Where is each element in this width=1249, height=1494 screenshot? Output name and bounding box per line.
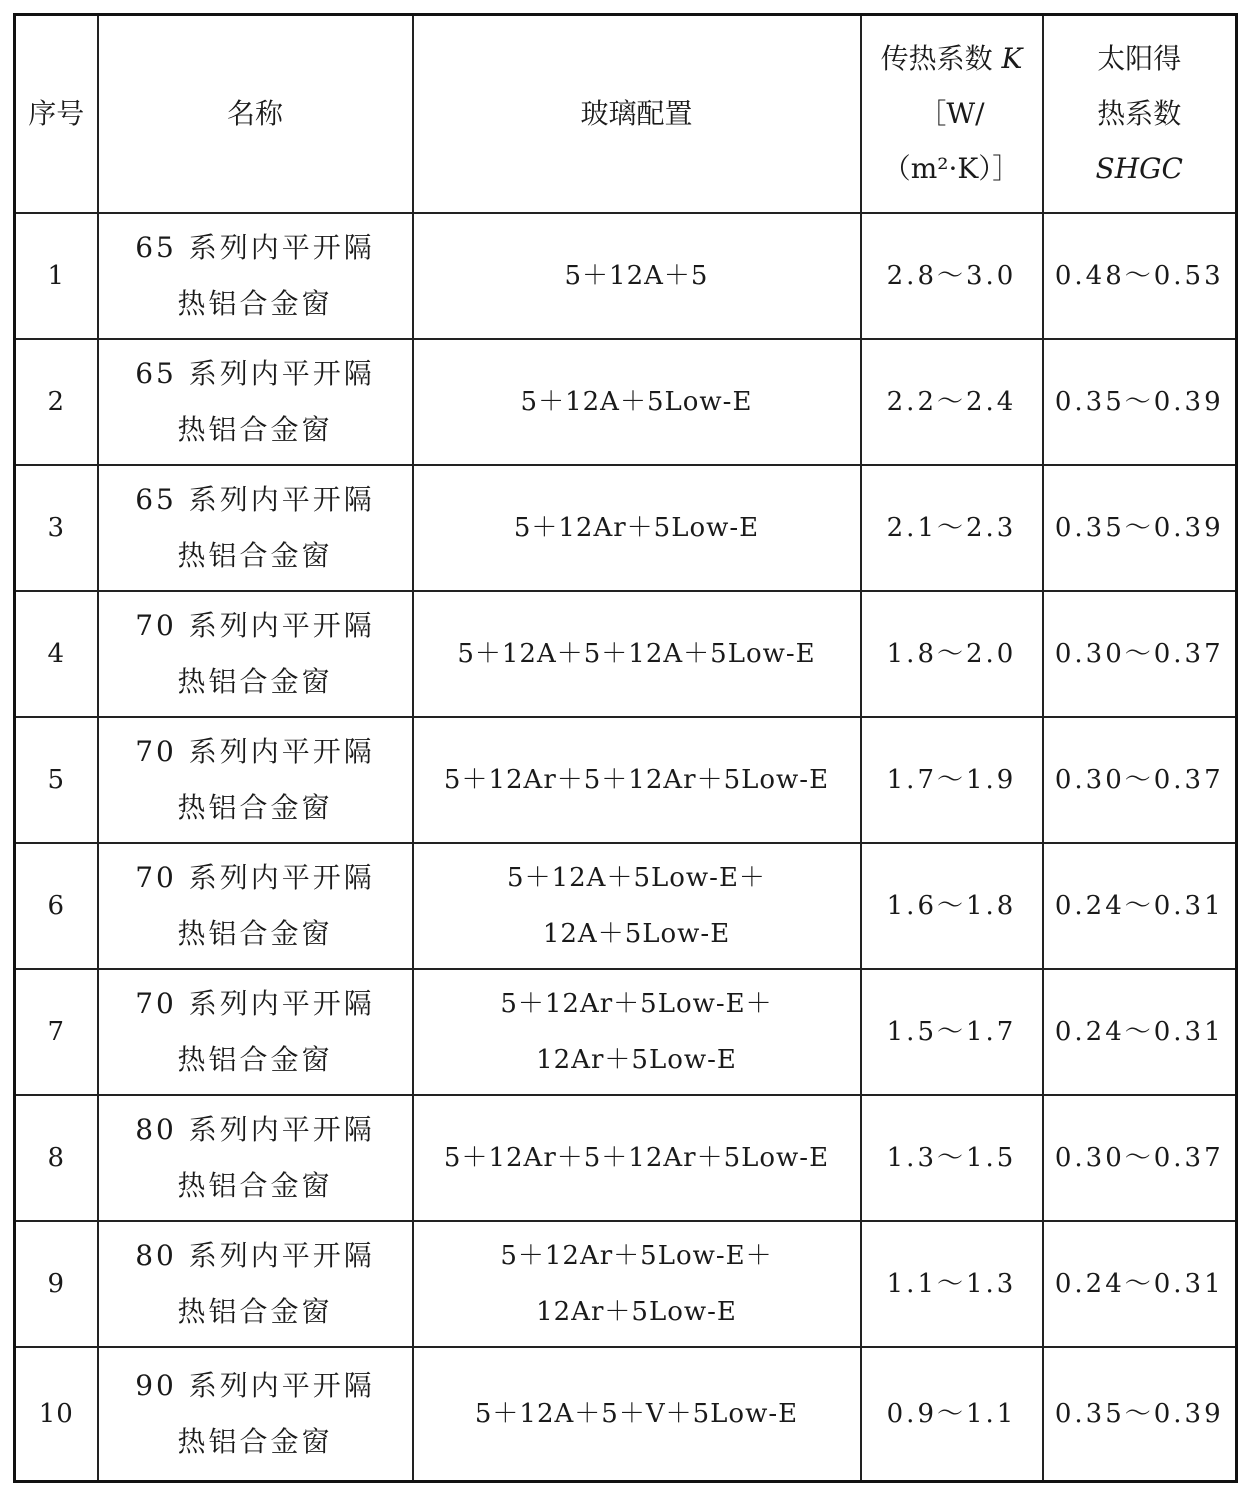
shgc-cell-line: 0.48～0.53 xyxy=(1054,260,1224,291)
k-cell-line: 1.3～1.5 xyxy=(886,1142,1017,1173)
k-cell xyxy=(861,213,1043,339)
header-shgc-line3: SHGC xyxy=(1095,152,1183,186)
k-cell xyxy=(861,339,1043,465)
table-header-row xyxy=(15,15,1237,213)
name-cell-line: 70 系列内平开隔 xyxy=(135,608,375,642)
window-spec-table xyxy=(13,13,1238,1483)
glass-cell xyxy=(413,591,861,717)
shgc-cell-line: 0.35～0.39 xyxy=(1054,512,1224,543)
seq-cell-line: 3 xyxy=(47,512,66,543)
header-k-symbol: K xyxy=(1001,42,1023,76)
glass-cell xyxy=(413,339,861,465)
shgc-cell xyxy=(1043,339,1237,465)
name-cell-line: 65 系列内平开隔 xyxy=(135,356,375,390)
shgc-cell xyxy=(1043,717,1237,843)
table-row xyxy=(15,1347,1237,1482)
header-k-line1: 传热系数 xyxy=(880,42,1002,76)
name-cell xyxy=(98,1221,413,1347)
k-cell xyxy=(861,969,1043,1095)
name-cell-line: 热铝合金窗 xyxy=(177,412,333,446)
shgc-cell-line: 0.24～0.31 xyxy=(1054,1268,1224,1299)
k-cell-line: 0.9～1.1 xyxy=(886,1398,1017,1429)
seq-cell xyxy=(15,717,98,843)
seq-cell xyxy=(15,1095,98,1221)
header-seq: 序号 xyxy=(15,15,98,213)
glass-cell-line: 5＋12A＋5＋V＋5Low-E xyxy=(474,1398,799,1429)
name-cell-line: 70 系列内平开隔 xyxy=(135,734,375,768)
seq-cell-line: 1 xyxy=(47,260,66,291)
name-cell-line: 90 系列内平开隔 xyxy=(135,1368,375,1402)
glass-cell-line: 5＋12A＋5Low-E＋ xyxy=(507,862,766,893)
shgc-cell-line: 0.35～0.39 xyxy=(1054,1398,1224,1429)
shgc-cell xyxy=(1043,591,1237,717)
name-cell-line: 65 系列内平开隔 xyxy=(135,230,375,264)
name-cell xyxy=(98,1095,413,1221)
seq-cell xyxy=(15,213,98,339)
glass-cell-line: 5＋12Ar＋5Low-E＋ xyxy=(500,1240,773,1271)
seq-cell xyxy=(15,465,98,591)
header-glass: 玻璃配置 xyxy=(413,15,861,213)
header-k-line3: （m²·K）］ xyxy=(882,152,1021,186)
k-cell xyxy=(861,717,1043,843)
glass-cell-line: 5＋12Ar＋5Low-E＋ xyxy=(500,988,773,1019)
glass-cell-line: 5＋12Ar＋5＋12Ar＋5Low-E xyxy=(443,1142,830,1173)
name-cell xyxy=(98,591,413,717)
name-cell-line: 80 系列内平开隔 xyxy=(135,1112,375,1146)
seq-cell-line: 2 xyxy=(47,386,66,417)
glass-cell-line: 5＋12A＋5Low-E xyxy=(520,386,753,417)
seq-cell-line: 6 xyxy=(47,890,66,921)
glass-cell xyxy=(413,969,861,1095)
name-cell-line: 热铝合金窗 xyxy=(177,1042,333,1076)
name-cell-line: 热铝合金窗 xyxy=(177,664,333,698)
seq-cell-line: 8 xyxy=(47,1142,66,1173)
name-cell-line: 热铝合金窗 xyxy=(177,790,333,824)
name-cell-line: 80 系列内平开隔 xyxy=(135,1238,375,1272)
k-cell xyxy=(861,465,1043,591)
shgc-cell xyxy=(1043,213,1237,339)
seq-cell xyxy=(15,843,98,969)
glass-cell-line: 5＋12A＋5 xyxy=(564,260,709,291)
name-cell xyxy=(98,1347,413,1482)
k-cell xyxy=(861,843,1043,969)
glass-cell-line: 12A＋5Low-E xyxy=(542,918,731,949)
name-cell xyxy=(98,465,413,591)
k-cell-line: 1.7～1.9 xyxy=(886,764,1017,795)
table-row xyxy=(15,717,1237,843)
glass-cell-line: 5＋12Ar＋5Low-E xyxy=(513,512,760,543)
k-cell-line: 1.1～1.3 xyxy=(886,1268,1017,1299)
glass-cell-line: 5＋12A＋5＋12A＋5Low-E xyxy=(457,638,816,669)
seq-cell-line: 4 xyxy=(47,638,66,669)
k-cell-line: 2.2～2.4 xyxy=(886,386,1017,417)
glass-cell-line: 5＋12Ar＋5＋12Ar＋5Low-E xyxy=(443,764,830,795)
shgc-cell-line: 0.24～0.31 xyxy=(1054,890,1224,921)
name-cell-line: 热铝合金窗 xyxy=(177,1424,333,1458)
shgc-cell xyxy=(1043,843,1237,969)
name-cell-line: 65 系列内平开隔 xyxy=(135,482,375,516)
k-cell-line: 1.8～2.0 xyxy=(886,638,1017,669)
table-row xyxy=(15,1221,1237,1347)
table-row xyxy=(15,843,1237,969)
name-cell-line: 热铝合金窗 xyxy=(177,286,333,320)
glass-cell xyxy=(413,843,861,969)
k-cell-line: 1.6～1.8 xyxy=(886,890,1017,921)
name-cell xyxy=(98,969,413,1095)
shgc-cell-line: 0.24～0.31 xyxy=(1054,1016,1224,1047)
seq-cell xyxy=(15,1347,98,1482)
shgc-cell-line: 0.30～0.37 xyxy=(1054,638,1224,669)
name-cell xyxy=(98,843,413,969)
glass-cell xyxy=(413,213,861,339)
table-row xyxy=(15,591,1237,717)
name-cell-line: 热铝合金窗 xyxy=(177,916,333,950)
shgc-cell xyxy=(1043,1347,1237,1482)
header-shgc-line1: 太阳得 xyxy=(1097,42,1182,76)
glass-cell xyxy=(413,1095,861,1221)
name-cell xyxy=(98,213,413,339)
header-k xyxy=(861,15,1043,213)
name-cell-line: 70 系列内平开隔 xyxy=(135,860,375,894)
shgc-cell-line: 0.35～0.39 xyxy=(1054,386,1224,417)
header-k-line2: ［W/ xyxy=(918,97,985,131)
seq-cell xyxy=(15,591,98,717)
shgc-cell xyxy=(1043,1221,1237,1347)
shgc-cell xyxy=(1043,969,1237,1095)
k-cell-line: 2.1～2.3 xyxy=(886,512,1017,543)
table-row xyxy=(15,1095,1237,1221)
glass-cell-line: 12Ar＋5Low-E xyxy=(536,1296,737,1327)
seq-cell-line: 5 xyxy=(47,764,66,795)
shgc-cell-line: 0.30～0.37 xyxy=(1054,1142,1224,1173)
k-cell xyxy=(861,591,1043,717)
glass-cell xyxy=(413,717,861,843)
seq-cell xyxy=(15,339,98,465)
header-shgc xyxy=(1043,15,1237,213)
k-cell xyxy=(861,1221,1043,1347)
shgc-cell xyxy=(1043,1095,1237,1221)
name-cell xyxy=(98,717,413,843)
seq-cell-line: 9 xyxy=(47,1268,66,1299)
table-row xyxy=(15,969,1237,1095)
seq-cell-line: 7 xyxy=(47,1016,66,1047)
glass-cell xyxy=(413,465,861,591)
k-cell-line: 2.8～3.0 xyxy=(886,260,1017,291)
header-shgc-line2: 热系数 xyxy=(1097,97,1182,131)
header-name: 名称 xyxy=(98,15,413,213)
glass-cell-line: 12Ar＋5Low-E xyxy=(536,1044,737,1075)
seq-cell-line: 10 xyxy=(38,1398,74,1429)
k-cell-line: 1.5～1.7 xyxy=(886,1016,1017,1047)
table-row xyxy=(15,213,1237,339)
shgc-cell xyxy=(1043,465,1237,591)
glass-cell xyxy=(413,1347,861,1482)
name-cell-line: 70 系列内平开隔 xyxy=(135,986,375,1020)
seq-cell xyxy=(15,969,98,1095)
table-body xyxy=(15,213,1237,1482)
shgc-cell-line: 0.30～0.37 xyxy=(1054,764,1224,795)
table-row xyxy=(15,465,1237,591)
seq-cell xyxy=(15,1221,98,1347)
glass-cell xyxy=(413,1221,861,1347)
name-cell-line: 热铝合金窗 xyxy=(177,1294,333,1328)
k-cell xyxy=(861,1095,1043,1221)
name-cell-line: 热铝合金窗 xyxy=(177,1168,333,1202)
k-cell xyxy=(861,1347,1043,1482)
table-row xyxy=(15,339,1237,465)
name-cell-line: 热铝合金窗 xyxy=(177,538,333,572)
name-cell xyxy=(98,339,413,465)
